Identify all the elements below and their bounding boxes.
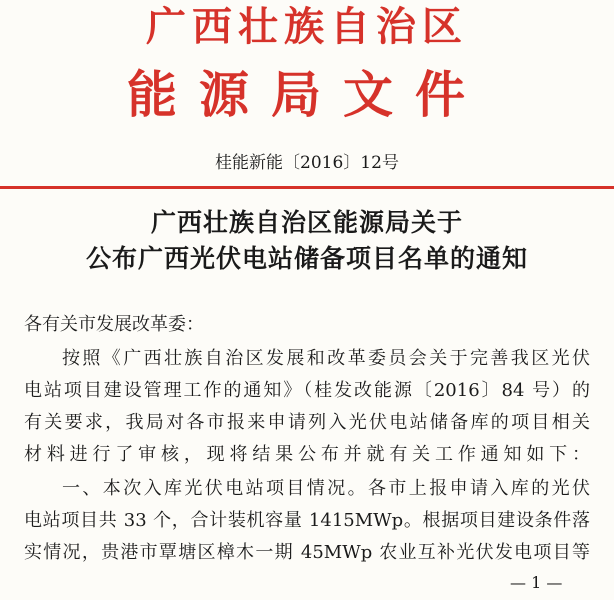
body-paragraph-line: 电站项目建设管理工作的通知》（桂发改能源〔2016〕84 号）的 xyxy=(24,380,590,401)
red-divider-line xyxy=(0,186,614,189)
issuer-name: 广西壮族自治区 xyxy=(146,3,468,50)
notice-title-line-1: 广西壮族自治区能源局关于 xyxy=(150,208,463,237)
body-paragraph-line: 按照《广西壮族自治区发展和改革委员会关于完善我区光伏 xyxy=(62,348,590,369)
body-paragraph-line: 一、本次入库光伏电站项目情况。各市上报申请入库的光伏 xyxy=(62,478,590,499)
body-paragraph-line: 材料进行了审核，现将结果公布并就有关工作通知如下： xyxy=(24,444,590,465)
body-paragraph-line: 实情况，贵港市覃塘区樟木一期 45MWp 农业互补光伏发电项目等 xyxy=(24,542,590,563)
notice-title-line-2: 公布广西光伏电站储备项目名单的通知 xyxy=(85,244,528,273)
page-number: — 1 — xyxy=(510,573,563,592)
document-number: 桂能新能〔2016〕12号 xyxy=(215,153,399,173)
body-paragraph-line: 有关要求，我局对各市报来申请列入光伏电站储备库的项目相关 xyxy=(24,412,590,433)
salutation: 各有关市发展改革委： xyxy=(24,314,204,335)
document-type-heading: 能源局文件 xyxy=(127,65,487,124)
body-paragraph-line: 电站项目共 33 个，合计装机容量 1415MWp。根据项目建设条件落 xyxy=(24,510,590,531)
